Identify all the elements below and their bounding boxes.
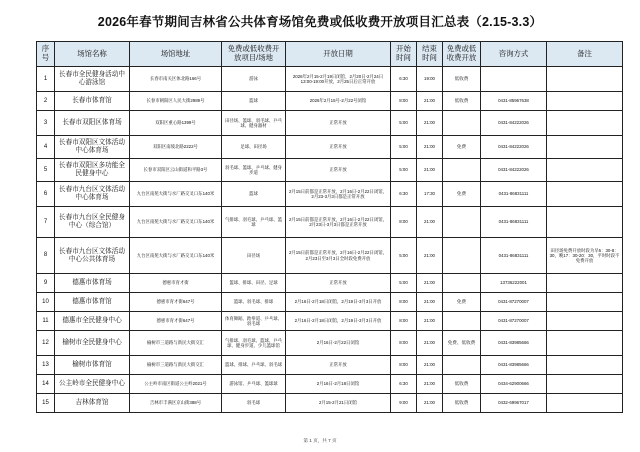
venue-name: 长春市双阳区多功能全民健身中心 bbox=[55, 159, 130, 182]
table-row bbox=[37, 182, 623, 207]
end-time: 21:00 bbox=[417, 92, 443, 111]
row-index: 5 bbox=[37, 159, 55, 182]
open-items: 篮球、羽毛球、排球 bbox=[222, 293, 286, 312]
open-items: 羽毛球 bbox=[222, 394, 286, 413]
open-items: 体育舞蹈、跆拳道、乒乓球、羽毛球 bbox=[222, 312, 286, 331]
open-items: 游泳 bbox=[222, 67, 286, 92]
venue-address: 双阳区重心路1399号 bbox=[130, 111, 222, 136]
table-row bbox=[37, 92, 623, 111]
open-dates: 2026年2月15号-2月22号闭馆 bbox=[286, 92, 391, 111]
document-title: 2026年春节期间吉林省公共体育场馆免费或低收费开放项目汇总表（2.15-3.3） bbox=[97, 15, 543, 29]
fee-type bbox=[443, 356, 481, 375]
contact-phone: 0431-87270007 bbox=[481, 312, 547, 331]
table-row bbox=[37, 293, 623, 312]
row-index: 11 bbox=[37, 312, 55, 331]
contact-phone: 0431-84222026 bbox=[481, 111, 547, 136]
header-row bbox=[37, 42, 623, 67]
col-header: 场馆名称 bbox=[55, 42, 130, 67]
venue-address: 公主岭市南区街道公主岭2021号 bbox=[130, 375, 222, 394]
start-time: 6:30 bbox=[391, 375, 417, 394]
contact-phone: 0431-86831111 bbox=[481, 182, 547, 207]
open-dates: 正常开放 bbox=[286, 356, 391, 375]
venue-name: 长春市双阳区文体活动中心体育场 bbox=[55, 136, 130, 159]
start-time: 8:00 bbox=[391, 356, 417, 375]
remark bbox=[547, 394, 623, 413]
venue-name: 德惠市全民健身中心 bbox=[55, 312, 130, 331]
contact-phone: 0431-83985666 bbox=[481, 356, 547, 375]
contact-phone bbox=[481, 67, 547, 92]
open-items: 篮球、排球、乒乓球、羽毛球 bbox=[222, 356, 286, 375]
open-dates: 2月16日-2月22日闭馆 bbox=[286, 331, 391, 356]
table-body bbox=[37, 67, 623, 413]
open-items: 篮球 bbox=[222, 182, 286, 207]
end-time: 21:00 bbox=[417, 111, 443, 136]
start-time: 5:00 bbox=[391, 159, 417, 182]
remark bbox=[547, 136, 623, 159]
table-row bbox=[37, 238, 623, 274]
venue-address: 吉林市丰满区京山街388号 bbox=[130, 394, 222, 413]
venue-table bbox=[36, 41, 623, 413]
venue-name: 榆树市全民健身中心 bbox=[55, 331, 130, 356]
venue-name: 公主岭市全民健身中心 bbox=[55, 375, 130, 394]
open-dates: 2月16日-2月18日闭馆，2月19日-3月3日开放 bbox=[286, 312, 391, 331]
start-time: 5:00 bbox=[391, 136, 417, 159]
venue-address: 德惠市育才街647号 bbox=[130, 312, 222, 331]
col-header: 开始时间 bbox=[391, 42, 417, 67]
fee-type: 低收费 bbox=[443, 92, 481, 111]
contact-phone: 0431-86831111 bbox=[481, 207, 547, 238]
contact-phone: 0431-84222026 bbox=[481, 136, 547, 159]
fee-type bbox=[443, 207, 481, 238]
remark bbox=[547, 331, 623, 356]
start-time: 5:00 bbox=[391, 111, 417, 136]
end-time: 21:00 bbox=[417, 375, 443, 394]
contact-phone: 0431-84222026 bbox=[481, 159, 547, 182]
table-row bbox=[37, 394, 623, 413]
fee-type: 免费 bbox=[443, 182, 481, 207]
page-footer: 第 1 页，共 7 页 bbox=[303, 438, 337, 443]
end-time: 19:00 bbox=[417, 67, 443, 92]
table-row bbox=[37, 159, 623, 182]
contact-phone: 0431-85967638 bbox=[481, 92, 547, 111]
col-header: 备注 bbox=[547, 42, 623, 67]
col-header: 免费或低收费开放 bbox=[443, 42, 481, 67]
remark bbox=[547, 312, 623, 331]
open-items: 田径场、篮球、羽毛球、乒乓球、健身器材 bbox=[222, 111, 286, 136]
remark: 田径场免费开放时段为早5：30-8：30，晚17：30-20：30，平时时段不免费开放 bbox=[547, 238, 623, 274]
open-items: 足球、田径场 bbox=[222, 136, 286, 159]
table-row bbox=[37, 67, 623, 92]
contact-phone: 13736222001 bbox=[481, 274, 547, 293]
venue-address: 双阳区南坡北路2222号 bbox=[130, 136, 222, 159]
open-items: 田径场 bbox=[222, 238, 286, 274]
table-row bbox=[37, 136, 623, 159]
venue-name: 德惠市体育馆 bbox=[55, 293, 130, 312]
start-time: 5:00 bbox=[391, 238, 417, 274]
venue-address: 德惠市育才街647号 bbox=[130, 293, 222, 312]
start-time: 8:00 bbox=[391, 331, 417, 356]
fee-type bbox=[443, 312, 481, 331]
row-index: 12 bbox=[37, 331, 55, 356]
fee-type bbox=[443, 274, 481, 293]
open-dates: 正常开放 bbox=[286, 111, 391, 136]
col-header: 咨询方式 bbox=[481, 42, 547, 67]
start-time: 6:30 bbox=[391, 182, 417, 207]
venue-name: 长春市九台区文体活动中心体育场 bbox=[55, 182, 130, 207]
row-index: 9 bbox=[37, 274, 55, 293]
col-header: 开放日期 bbox=[286, 42, 391, 67]
end-time: 21:00 bbox=[417, 356, 443, 375]
venue-address: 榆树市三道路与新民大街交汇 bbox=[130, 356, 222, 375]
start-time: 6:30 bbox=[391, 67, 417, 92]
fee-type: 低收费 bbox=[443, 67, 481, 92]
row-index: 13 bbox=[37, 356, 55, 375]
fee-type: 低收费 bbox=[443, 394, 481, 413]
col-header: 序号 bbox=[37, 42, 55, 67]
open-dates: 2月15日前都是正常开放，2月16日-2月22日闭馆，2月23-3月3日都是正常开放 bbox=[286, 182, 391, 207]
end-time: 21:00 bbox=[417, 394, 443, 413]
remark bbox=[547, 67, 623, 92]
start-time: 5:00 bbox=[391, 274, 417, 293]
start-time: 9:00 bbox=[391, 394, 417, 413]
remark bbox=[547, 274, 623, 293]
open-items: 羽毛球、篮球、乒乓球、健身步道 bbox=[222, 159, 286, 182]
contact-phone: 0431-86831111 bbox=[481, 238, 547, 274]
venue-address: 九台区南苑大街与水厂路交叉口东140米 bbox=[130, 182, 222, 207]
venue-address: 长春市双阳区云山街道和平路3号 bbox=[130, 159, 222, 182]
open-dates: 正常开放 bbox=[286, 136, 391, 159]
table-row bbox=[37, 331, 623, 356]
fee-type bbox=[443, 159, 481, 182]
fee-type: 免费 bbox=[443, 136, 481, 159]
contact-phone: 0432-69967017 bbox=[481, 394, 547, 413]
remark bbox=[547, 92, 623, 111]
remark bbox=[547, 159, 623, 182]
venue-name: 长春市九台区全民健身中心（综合馆） bbox=[55, 207, 130, 238]
venue-address: 九台区南苑大街与水厂路交叉口东140米 bbox=[130, 207, 222, 238]
venue-name: 长春市体育馆 bbox=[55, 92, 130, 111]
venue-name: 长春市全民健身活动中心游泳馆 bbox=[55, 67, 130, 92]
open-dates: 2026年2月15-2月19日闭馆，2月20日-2月24日13:00-19:00开放，2月25日后正常开放 bbox=[286, 67, 391, 92]
open-items: 气排球、羽毛球、乒乓球、篮球 bbox=[222, 207, 286, 238]
remark bbox=[547, 182, 623, 207]
row-index: 15 bbox=[37, 394, 55, 413]
col-header: 免费或低收费开放项目/场地 bbox=[222, 42, 286, 67]
col-header: 结束时间 bbox=[417, 42, 443, 67]
venue-name: 吉林体育馆 bbox=[55, 394, 130, 413]
remark bbox=[547, 207, 623, 238]
venue-address: 长春市朝阳区人民大街2989号 bbox=[130, 92, 222, 111]
venue-address: 九台区南苑大街与水厂路交叉口东140米 bbox=[130, 238, 222, 274]
end-time: 21:00 bbox=[417, 293, 443, 312]
contact-phone: 0431-83985666 bbox=[481, 331, 547, 356]
start-time: 8:00 bbox=[391, 207, 417, 238]
open-dates: 2月15-2月21日闭馆 bbox=[286, 394, 391, 413]
fee-type: 低收费 bbox=[443, 375, 481, 394]
end-time: 21:00 bbox=[417, 136, 443, 159]
venue-address: 德惠市育才街 bbox=[130, 274, 222, 293]
fee-type bbox=[443, 111, 481, 136]
col-header: 场馆地址 bbox=[130, 42, 222, 67]
open-dates: 2月15日前都是正常开放，2月16日-2月22日闭馆，2月23日-3月3日都是正常开放 bbox=[286, 207, 391, 238]
end-time: 17:30 bbox=[417, 182, 443, 207]
venue-address: 榆树市三道路与新民大街交汇 bbox=[130, 331, 222, 356]
row-index: 3 bbox=[37, 111, 55, 136]
table-row bbox=[37, 356, 623, 375]
contact-phone: 0431-87270007 bbox=[481, 293, 547, 312]
open-dates: 2月16日-2月18日闭馆 bbox=[286, 375, 391, 394]
row-index: 7 bbox=[37, 207, 55, 238]
venue-name: 长春市九台区文体活动中心公共体育场 bbox=[55, 238, 130, 274]
fee-type bbox=[443, 238, 481, 274]
row-index: 2 bbox=[37, 92, 55, 111]
table-row bbox=[37, 207, 623, 238]
remark bbox=[547, 356, 623, 375]
end-time: 21:00 bbox=[417, 331, 443, 356]
open-items: 篮球、排球、田径、足球 bbox=[222, 274, 286, 293]
end-time: 21:00 bbox=[417, 238, 443, 274]
remark bbox=[547, 375, 623, 394]
end-time: 21:00 bbox=[417, 312, 443, 331]
row-index: 10 bbox=[37, 293, 55, 312]
start-time: 8:00 bbox=[391, 92, 417, 111]
start-time: 8:00 bbox=[391, 293, 417, 312]
end-time: 21:00 bbox=[417, 159, 443, 182]
row-index: 14 bbox=[37, 375, 55, 394]
row-index: 8 bbox=[37, 238, 55, 274]
contact-phone: 0434-62900666 bbox=[481, 375, 547, 394]
row-index: 6 bbox=[37, 182, 55, 207]
table-row bbox=[37, 312, 623, 331]
end-time: 21:00 bbox=[417, 274, 443, 293]
open-dates: 2月15日前都是正常开放，2月16日-2月22日闭馆，2月23日至3月3日全时段免费开放 bbox=[286, 238, 391, 274]
row-index: 1 bbox=[37, 67, 55, 92]
table-row bbox=[37, 274, 623, 293]
remark bbox=[547, 111, 623, 136]
venue-address: 长春市南关区体北路166号 bbox=[130, 67, 222, 92]
fee-type: 免费、低收费 bbox=[443, 331, 481, 356]
fee-type: 免费 bbox=[443, 293, 481, 312]
table-row bbox=[37, 375, 623, 394]
open-dates: 正常开放 bbox=[286, 159, 391, 182]
open-items: 气排球、羽毛球、篮球、乒乓球、健身步道、少儿篮球馆 bbox=[222, 331, 286, 356]
start-time: 8:00 bbox=[391, 312, 417, 331]
open-items: 游泳馆、乒乓球、篮球球 bbox=[222, 375, 286, 394]
open-dates: 正常开放 bbox=[286, 274, 391, 293]
venue-name: 长春市双阳区体育场 bbox=[55, 111, 130, 136]
open-dates: 2月16日-2月18日闭馆，2月19日-3月3日开放 bbox=[286, 293, 391, 312]
row-index: 4 bbox=[37, 136, 55, 159]
end-time: 21:00 bbox=[417, 207, 443, 238]
venue-name: 德惠市体育场 bbox=[55, 274, 130, 293]
open-items: 篮球 bbox=[222, 92, 286, 111]
venue-name: 榆树市体育馆 bbox=[55, 356, 130, 375]
table-row bbox=[37, 111, 623, 136]
remark bbox=[547, 293, 623, 312]
